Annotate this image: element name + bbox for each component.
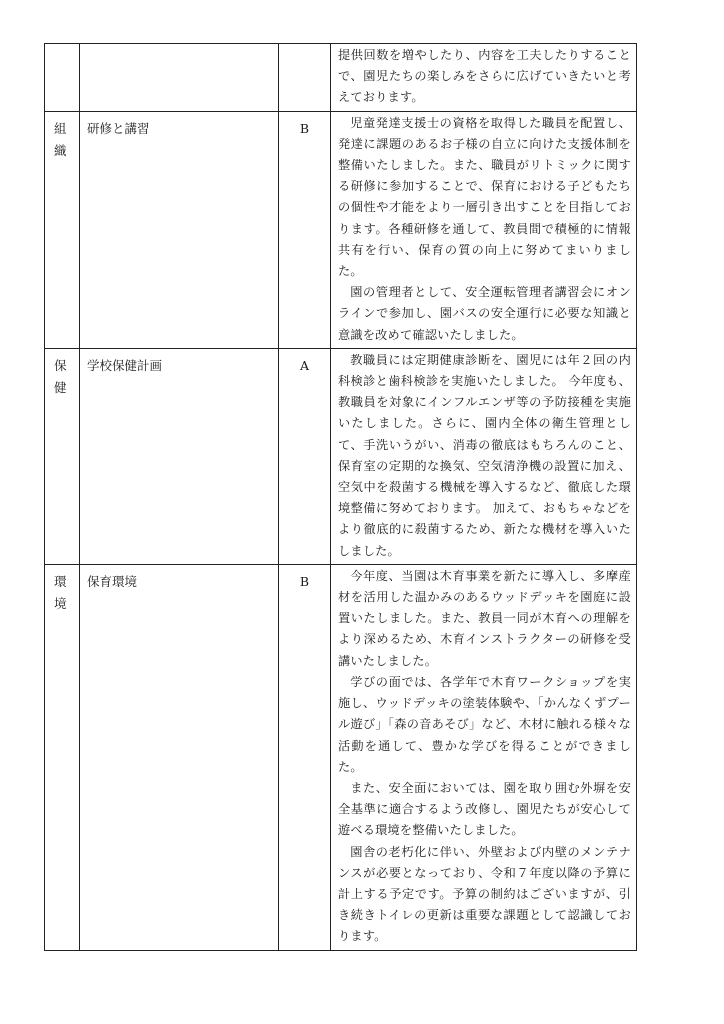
grade-cell: B	[279, 111, 331, 348]
grade-cell: B	[279, 564, 331, 950]
table-row	[45, 564, 637, 950]
description-cell	[331, 111, 637, 348]
table-row	[45, 111, 637, 348]
description-paragraph: 園の管理者として、安全運転管理者講習会にオンラインで参加し、園バスの安全運行に必要な知識と意識を改めて確認いたしました。	[338, 285, 631, 342]
category-char: 健	[54, 379, 67, 395]
description-paragraph: 教職員には定期健康診断を、園児には年２回の内科検診と歯科検診を実施いたしました。 今年度も、教職員を対象にインフルエンザ等の予防接種を実施いたしました。さらに、園内全体の衛生管理として、手洗いうがい、消毒の徹底はもちろんのこと、保育室の定期的な換気、空気清浄機の設置に加え、空気中を殺菌する機械を導入するなど、徹底した環境整備に努めております。 加えて、おもちゃなどをより徹底的に殺菌するため、新たな機材を導入いたしました。	[338, 352, 631, 558]
grade-cell	[279, 44, 331, 112]
evaluation-table	[44, 43, 637, 951]
category-char: 保	[54, 357, 67, 373]
description-paragraph: 提供回数を増やしたり、内容を工夫したりすることで、園児たちの楽しみをさらに広げていきたいと考えております。	[338, 48, 631, 105]
category-cell	[45, 44, 80, 112]
table-row	[45, 348, 637, 564]
item-cell: 研修と講習	[80, 111, 279, 348]
category-cell	[45, 564, 80, 950]
item-cell: 学校保健計画	[80, 348, 279, 564]
category-char: 組	[54, 120, 67, 136]
item-cell: 保育環境	[80, 564, 279, 950]
table-row	[45, 44, 637, 112]
category-char: 境	[54, 595, 67, 611]
description-cell	[331, 348, 637, 564]
description-paragraph: 児童発達支援士の資格を取得した職員を配置し、発達に課題のあるお子様の自立に向けた支援体制を整備いたしました。また、職員がリトミックに関する研修に参加することで、保育における子どもたちの個性や才能をより一層引き出すことを目指しております。各種研修を通して、教員間で積極的に情報共有を行い、保育の質の向上に努めてまいりました。	[338, 115, 631, 279]
description-paragraph: 学びの面では、各学年で木育ワークショップを実施し、ウッドデッキの塗装体験や、「かんなくずプール遊び」「森の音あそび」など、木材に触れる様々な活動を通して、豊かな学びを得ることができました。	[338, 674, 631, 774]
category-cell	[45, 348, 80, 564]
description-paragraph: 園舎の老朽化に伴い、外壁および内壁のメンテナンスが必要となっており、令和７年度以降の予算に計上する予定です。予算の制約はございますが、引き続きトイレの更新は重要な課題として認識しております。	[338, 844, 631, 944]
category-char: 環	[54, 573, 67, 589]
category-cell	[45, 111, 80, 348]
description-cell	[331, 564, 637, 950]
category-char: 織	[54, 142, 67, 158]
description-paragraph: 今年度、当園は木育事業を新たに導入し、多摩産材を活用した温かみのあるウッドデッキを園庭に設置いたしました。また、教員一同が木育への理解をより深めるため、木育インストラクターの研修を受講いたしました。	[338, 568, 631, 668]
description-cell	[331, 44, 637, 112]
description-paragraph: また、安全面においては、園を取り囲む外塀を安全基準に適合するよう改修し、園児たちが安心して遊べる環境を整備いたしました。	[338, 780, 631, 838]
item-cell	[80, 44, 279, 112]
grade-cell: A	[279, 348, 331, 564]
